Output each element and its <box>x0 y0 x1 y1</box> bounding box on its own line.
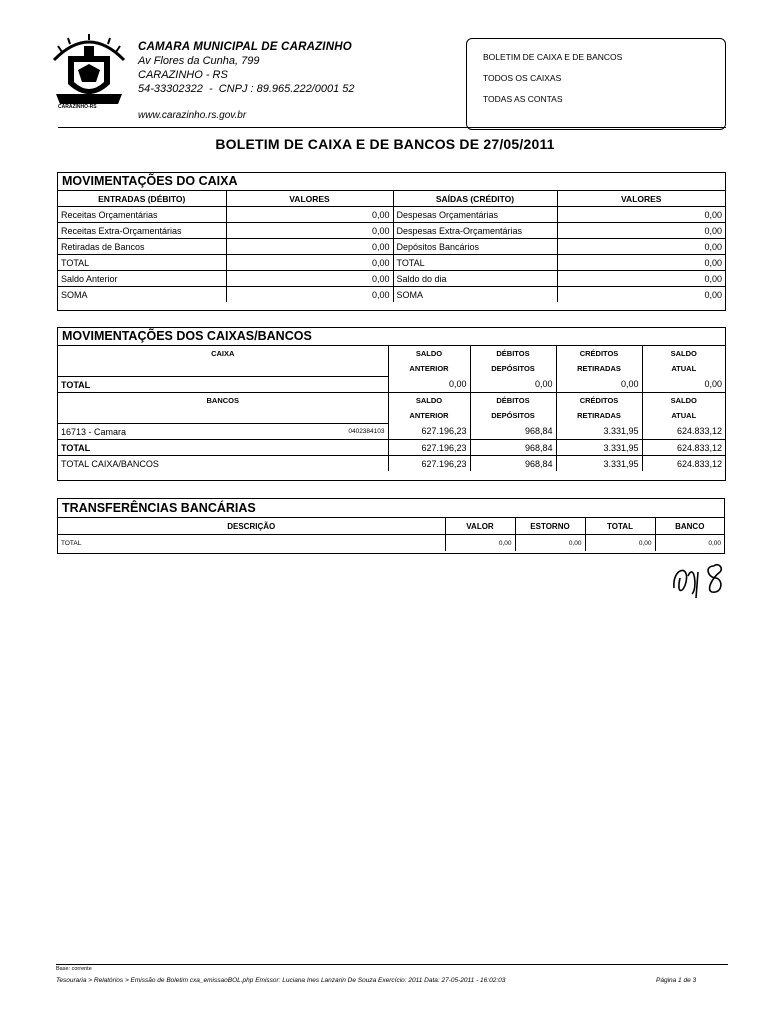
caixa-section <box>57 172 726 311</box>
info-cashboxes: TODOS OS CAIXAS <box>483 73 562 83</box>
saida-label: Despesas Orçamentárias <box>393 207 557 223</box>
organization-city: CARAZINHO - RS <box>138 69 228 81</box>
transferencias-table <box>58 518 724 551</box>
saida-value: 0,00 <box>557 239 725 255</box>
creditos-header-bottom-2: RETIRADAS <box>556 408 642 424</box>
caixa-table <box>58 191 725 302</box>
saida-value: 0,00 <box>557 207 725 223</box>
table-row <box>58 255 725 271</box>
grand-total-saldo-atual: 624.833,12 <box>676 458 722 469</box>
saida-label: Despesas Extra-Orçamentárias <box>393 223 557 239</box>
transf-total-valor: 0,00 <box>445 535 515 552</box>
saida-label: Depósitos Bancários <box>393 239 557 255</box>
debitos-header-bottom: DEPÓSITOS <box>470 361 556 377</box>
document-title: BOLETIM DE CAIXA E DE BANCOS DE 27/05/2011 <box>215 136 555 152</box>
bancos-total-debitos: 968,84 <box>470 440 556 456</box>
entrada-label: Retiradas de Bancos <box>58 239 226 255</box>
transf-total-total: 0,00 <box>585 535 655 552</box>
saida-label: TOTAL <box>393 255 557 271</box>
creditos-header-top: CRÉDITOS <box>556 346 642 361</box>
account-saldo-anterior: 627.196,23 <box>388 424 470 440</box>
entrada-value: 0,00 <box>226 207 393 223</box>
account-creditos: 3.331,95 <box>556 424 642 440</box>
debitos-header-bottom-2: DEPÓSITOS <box>470 408 556 424</box>
handwritten-signature <box>668 558 732 602</box>
account-name: 16713 - Camara <box>58 424 313 440</box>
transf-total-estorno: 0,00 <box>515 535 585 552</box>
organization-block <box>138 40 355 96</box>
organization-phone: 54-33302322 <box>138 83 203 95</box>
saida-value: 0,00 <box>557 271 725 287</box>
report-info-box <box>466 38 726 130</box>
entrada-value: 0,00 <box>226 287 393 303</box>
saida-label: Saldo do dia <box>393 271 557 287</box>
entrada-label: TOTAL <box>58 255 226 271</box>
table-row <box>58 377 725 393</box>
debitos-header-top-2: DÉBITOS <box>470 393 556 409</box>
creditos-header-top-2: CRÉDITOS <box>556 393 642 409</box>
caixa-total-debitos: 0,00 <box>470 377 556 393</box>
entrada-value: 0,00 <box>226 271 393 287</box>
grand-total-label: TOTAL CAIXA/BANCOS <box>58 456 388 472</box>
saldo-anterior-header-bottom: ANTERIOR <box>388 361 470 377</box>
caixa-total-creditos: 0,00 <box>556 377 642 393</box>
organization-contact: 54-33302322 - CNPJ : 89.965.222/0001 52 <box>138 83 355 95</box>
creditos-header-bottom: RETIRADAS <box>556 361 642 377</box>
entrada-value: 0,00 <box>226 239 393 255</box>
organization-website[interactable]: www.carazinho.rs.gov.br <box>138 110 247 121</box>
saida-value: 0,00 <box>704 289 722 300</box>
transf-total-label: TOTAL <box>58 535 445 552</box>
caixa-header-saidas: SAÍDAS (CRÉDITO) <box>393 191 557 207</box>
bancos-total-creditos: 3.331,95 <box>556 440 642 456</box>
info-accounts: TODAS AS CONTAS <box>483 94 563 104</box>
transferencias-section-title: TRANSFERÊNCIAS BANCÁRIAS <box>58 499 724 518</box>
caixa-header-valores-entrada: VALORES <box>226 191 393 207</box>
entrada-label: Receitas Orçamentárias <box>58 207 226 223</box>
organization-name: CAMARA MUNICIPAL DE CARAZINHO <box>138 41 352 53</box>
table-row <box>58 424 725 440</box>
bancos-table <box>58 346 725 471</box>
transf-header-total: TOTAL <box>585 518 655 535</box>
bancos-total-saldo-atual: 624.833,12 <box>642 440 725 456</box>
caixa-column-header: CAIXA <box>58 346 388 361</box>
table-row <box>58 535 724 552</box>
bancos-total-label: TOTAL <box>58 440 388 456</box>
bancos-total-saldo-anterior: 627.196,23 <box>388 440 470 456</box>
saldo-atual-header-bottom-2: ATUAL <box>671 411 697 421</box>
bancos-section-title: MOVIMENTAÇÕES DOS CAIXAS/BANCOS <box>58 328 725 346</box>
table-row <box>58 223 725 239</box>
bancos-section <box>57 327 726 481</box>
caixa-total-saldo-anterior: 0,00 <box>388 377 470 393</box>
entrada-value: 0,00 <box>226 223 393 239</box>
organization-address: Av Flores da Cunha, 799 <box>138 55 260 67</box>
transf-total-banco: 0,00 <box>708 539 721 547</box>
saida-label: SOMA <box>393 287 557 303</box>
footer-note: Base: corrente <box>56 966 92 972</box>
footer-rule <box>56 964 728 965</box>
transf-header-descricao: DESCRIÇÃO <box>58 518 445 535</box>
account-saldo-atual: 624.833,12 <box>642 424 725 440</box>
table-row <box>58 287 725 303</box>
grand-total-saldo-anterior: 627.196,23 <box>388 456 470 472</box>
footer-path: Tesouraria > Relatórios > Emissão de Boletim cxa_emissaoBOL.php Emissor: Luciana Ines Lanzarin De Souza Exercício: 2011 Data: 27-05-2011 - 16:02:03 <box>56 977 506 984</box>
caixa-header-valores-saida: VALORES <box>557 191 725 207</box>
grand-total-debitos: 968,84 <box>470 456 556 472</box>
table-row <box>58 456 725 472</box>
transf-header-valor: VALOR <box>445 518 515 535</box>
saldo-atual-header-top-2: SALDO <box>670 396 697 405</box>
entrada-label: SOMA <box>58 287 226 303</box>
saldo-anterior-header-top: SALDO <box>388 346 470 361</box>
grand-total-creditos: 3.331,95 <box>556 456 642 472</box>
seal-caption: CARAZINHO-RS <box>58 104 97 110</box>
account-debitos: 968,84 <box>470 424 556 440</box>
saldo-anterior-header-bottom-2: ANTERIOR <box>388 408 470 424</box>
caixa-total-label: TOTAL <box>58 377 388 393</box>
saldo-anterior-header-top-2: SALDO <box>388 393 470 409</box>
table-row <box>58 239 725 255</box>
caixa-section-title: MOVIMENTAÇÕES DO CAIXA <box>58 173 725 191</box>
saida-value: 0,00 <box>557 255 725 271</box>
info-report-name: BOLETIM DE CAIXA E DE BANCOS <box>483 52 623 62</box>
entrada-label: Receitas Extra-Orçamentárias <box>58 223 226 239</box>
municipal-seal-logo <box>48 30 130 112</box>
debitos-header-top: DÉBITOS <box>470 346 556 361</box>
transf-header-estorno: ESTORNO <box>515 518 585 535</box>
organization-cnpj: CNPJ : 89.965.222/0001 52 <box>218 83 355 95</box>
entrada-label: Saldo Anterior <box>58 271 226 287</box>
page-number: Página 1 de 3 <box>656 977 697 984</box>
saldo-atual-header-top: SALDO <box>670 349 697 358</box>
saldo-atual-header-bottom: ATUAL <box>671 364 697 374</box>
transferencias-section <box>57 498 725 554</box>
table-row <box>58 271 725 287</box>
saida-value: 0,00 <box>557 223 725 239</box>
account-number: 0402384103 <box>313 424 388 440</box>
caixa-header-entradas: ENTRADAS (DÉBITO) <box>58 191 226 207</box>
bancos-column-header: BANCOS <box>58 393 388 409</box>
entrada-value: 0,00 <box>226 255 393 271</box>
table-row <box>58 207 725 223</box>
table-row <box>58 440 725 456</box>
caixa-total-saldo-atual: 0,00 <box>642 377 725 393</box>
transf-header-banco: BANCO <box>675 521 705 531</box>
